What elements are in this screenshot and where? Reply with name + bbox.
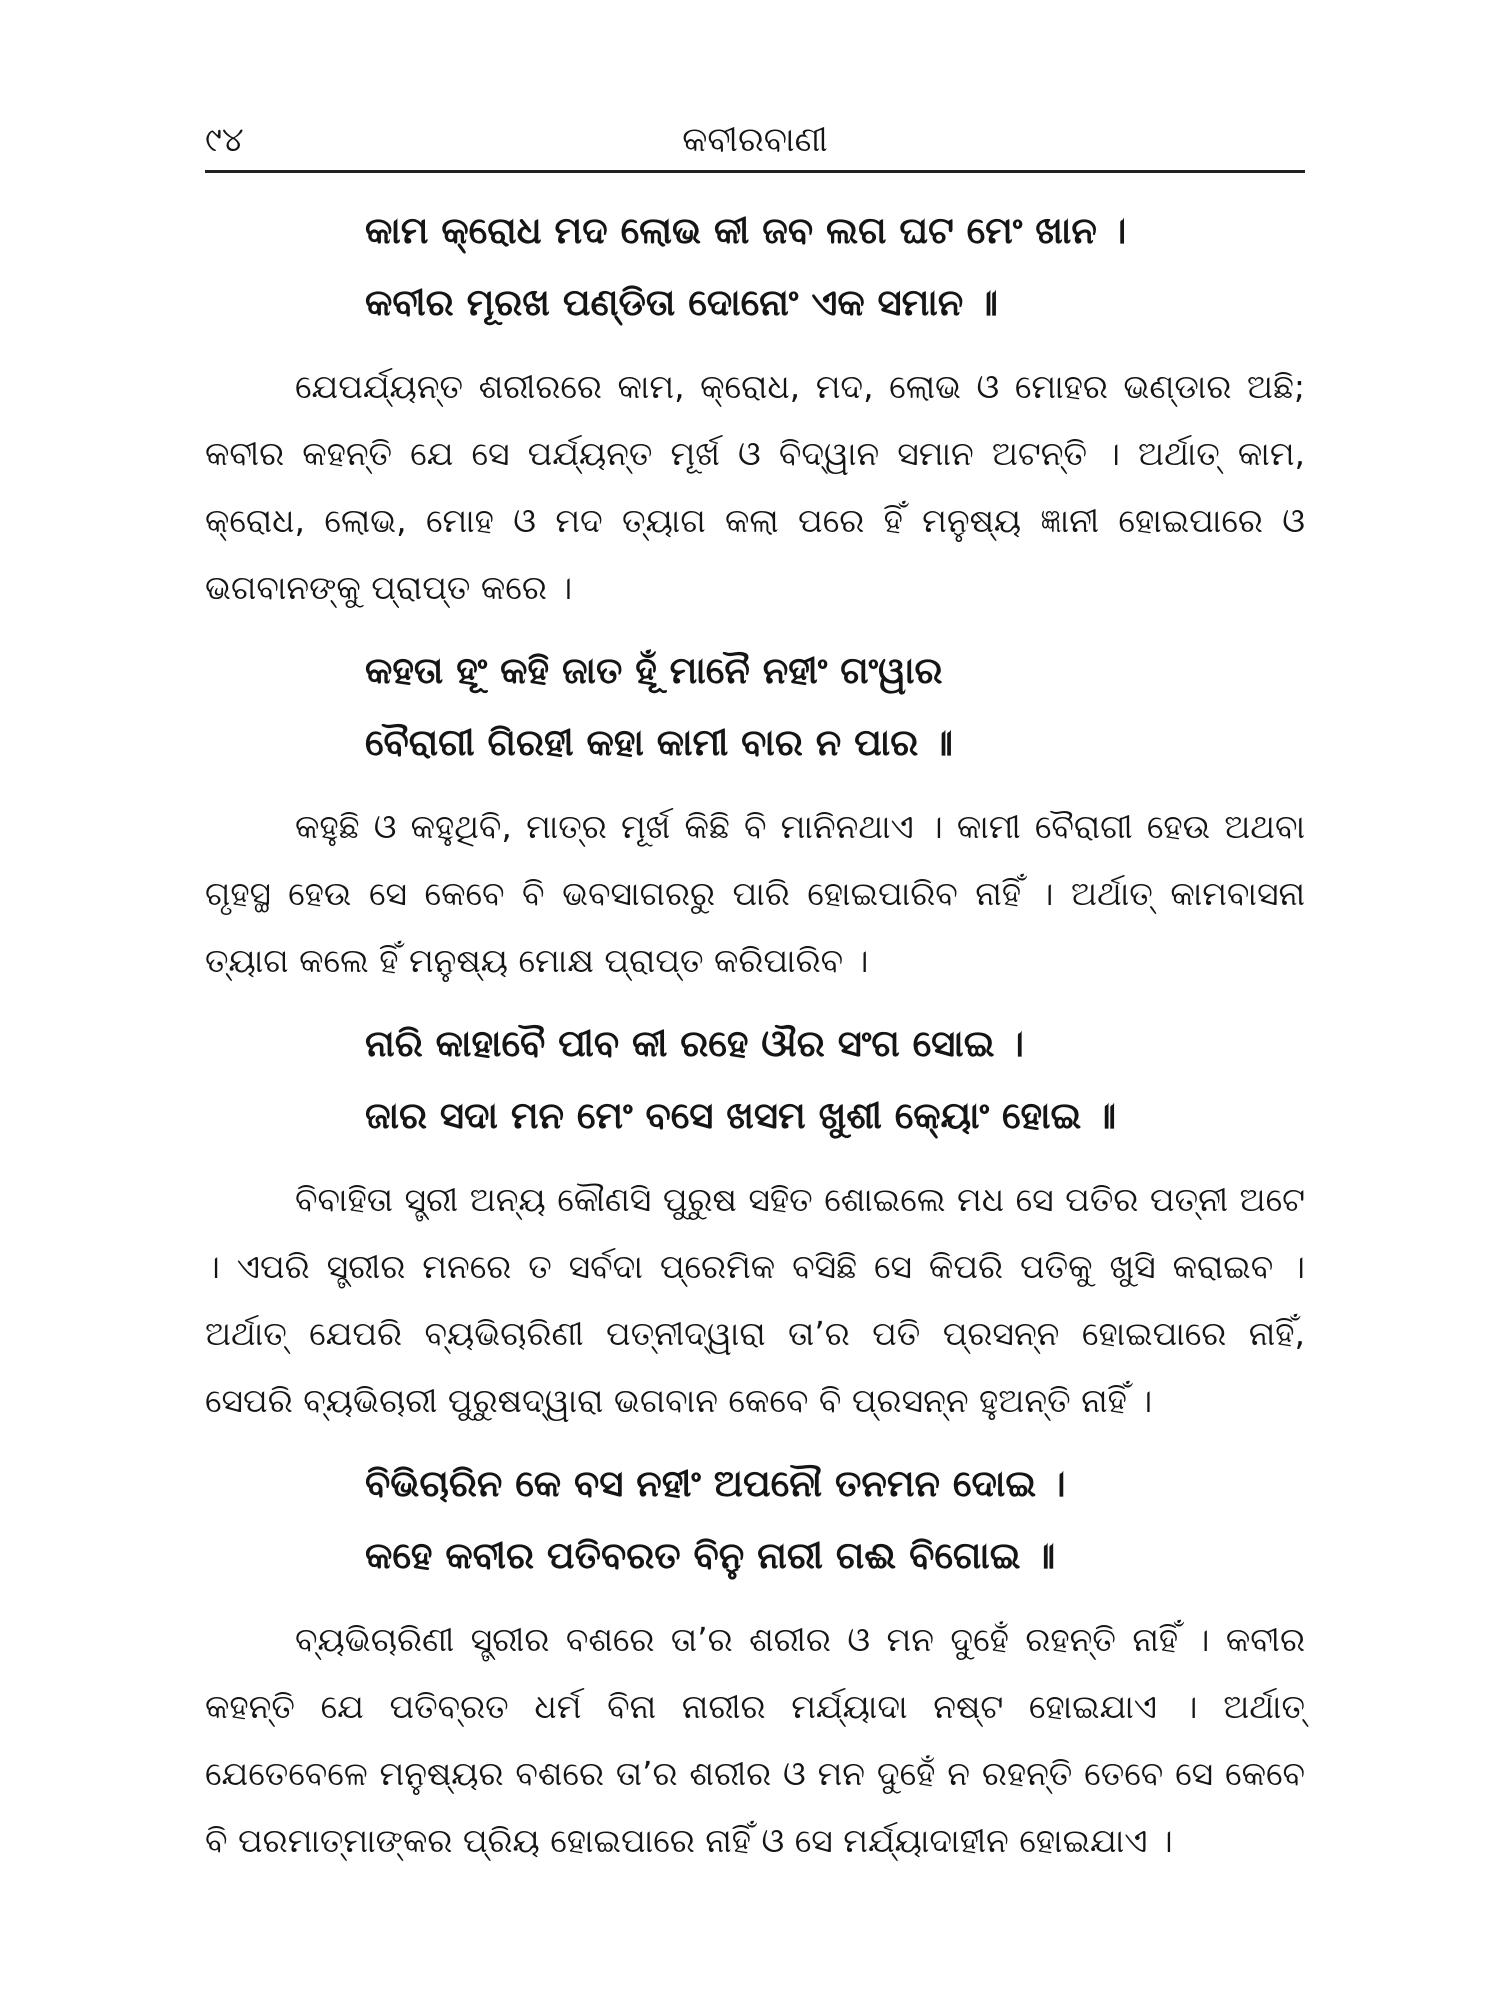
verse-couplet xyxy=(205,195,1305,339)
verse-line: ବୈରାଗୀ ଗିରହୀ କହା କାମୀ ବାର ନ ପାର ॥ xyxy=(365,721,954,764)
verse-line: ନାରି କାହାବୈ ପୀବ କୀ ରହେ ଔର ସଂଗ ସୋଇ । xyxy=(365,1022,1025,1065)
page-header xyxy=(205,110,1305,173)
explanation-paragraph: କହୁଛି ଓ କହୁଥିବି, ମାତ୍ର ମୂର୍ଖ କିଛି ବି ମାନିନଥାଏ । କାମୀ ବୈରାଗୀ ହେଉ ଅଥବା ଗୃହସ୍ଥ ହେଉ ସେ କେବେ ବି ଭବସାଗରରୁ ପାରି ହୋଇପାରିବ ନାହିଁ । ଅର୍ଥାତ୍ କାମବାସନା ତ୍ୟାଗ କଲେ ହିଁ ମନୁଷ୍ୟ ମୋକ୍ଷ ପ୍ରାପ୍ତ କରିପାରିବ । xyxy=(205,807,1305,980)
verse-line: କବୀର ମୂରଖ ପଣ୍ଡିତା ଦୋନୋଂ ଏକ ସମାନ ॥ xyxy=(365,281,999,324)
explanation-paragraph: ଯେପର୍ଯ୍ୟନ୍ତ ଶରୀରରେ କାମ, କ୍ରୋଧ, ମଦ, ଲୋଭ ଓ ମୋହର ଭଣ୍ଡାର ଅଛି; କବୀର କହନ୍ତି ଯେ ସେ ପର୍ଯ୍ୟନ୍ତ ମୂର୍ଖ ଓ ବିଦ୍ୱାନ ସମାନ ଅଟନ୍ତି । ଅର୍ଥାତ୍ କାମ, କ୍ରୋଧ, ଲୋଭ, ମୋହ ଓ ମଦ ତ୍ୟାଗ କଲା ପରେ ହିଁ ମନୁଷ୍ୟ ଜ୍ଞାନୀ ହୋଇପାରେ ଓ ଭଗବାନଙ୍କୁ ପ୍ରାପ୍ତ କରେ । xyxy=(205,367,1305,607)
page-number: ୯୪ xyxy=(205,120,244,160)
verse-line: କାମ କ୍ରୋଧ ମଦ ଲୋଭ କୀ ଜବ ଲଗ ଘଟ ମେଂ ଖାନ । xyxy=(365,209,1127,252)
running-title: କବୀରବାଣୀ xyxy=(682,120,828,160)
book-page xyxy=(205,110,1305,1888)
verse-couplet xyxy=(205,635,1305,779)
verse-couplet xyxy=(205,1448,1305,1592)
explanation-paragraph: ବିବାହିତା ସ୍ତ୍ରୀ ଅନ୍ୟ କୌଣସି ପୁରୁଷ ସହିତ ଶୋଇଲେ ମଧ ସେ ପତିର ପତ୍ନୀ ଅଟେ । ଏପରି ସ୍ତ୍ରୀର ମନରେ ତ ସର୍ବଦା ପ୍ରେମିକ ବସିଛି ସେ କିପରି ପତିକୁ ଖୁସି କରାଇବ । ଅର୍ଥାତ୍ ଯେପରି ବ୍ୟଭିଚାରିଣୀ ପତ୍ନୀଦ୍ୱାରା ତା’ର ପତି ପ୍ରସନ୍ନ ହୋଇପାରେ ନାହିଁ, ସେପରି ବ୍ୟଭିଚାରୀ ପୁରୁଷଦ୍ୱାରା ଭଗବାନ କେବେ ବି ପ୍ରସନ୍ନ ହୁଅନ୍ତି ନାହିଁ । xyxy=(205,1180,1305,1420)
explanation-paragraph: ବ୍ୟଭିଚାରିଣୀ ସ୍ତ୍ରୀର ବଶରେ ତା’ର ଶରୀର ଓ ମନ ଦୁହେଁ ରହନ୍ତି ନାହିଁ । କବୀର କହନ୍ତି ଯେ ପତିବ୍ରତ ଧର୍ମ ବିନା ନାରୀର ମର୍ଯ୍ୟାଦା ନଷ୍ଟ ହୋଇଯାଏ । ଅର୍ଥାତ୍ ଯେତେବେଳେ ମନୁଷ୍ୟର ବଶରେ ତା’ର ଶରୀର ଓ ମନ ଦୁହେଁ ନ ରହନ୍ତି ତେବେ ସେ କେବେ ବି ପରମାତ୍ମାଙ୍କର ପ୍ରିୟ ହୋଇପାରେ ନାହିଁ ଓ ସେ ମର୍ଯ୍ୟାଦାହୀନ ହୋଇଯାଏ । xyxy=(205,1620,1305,1860)
verse-line: କହତା ହୂଂ କହି ଜାତ ହୂଁ ମାନୈ ନହୀଂ ଗଂୱାର xyxy=(365,649,943,692)
verse-line: ବିଭିଚାରିନ କେ ବସ ନହୀଂ ଅପନୌ ତନମନ ଦୋଇ । xyxy=(365,1462,1066,1505)
verse-couplet xyxy=(205,1008,1305,1152)
verse-line: ଜାର ସଦା ମନ ମେଂ ବସେ ଖସମ ଖୁଶୀ କ୍ୟୋଂ ହୋଇ ॥ xyxy=(365,1094,1117,1137)
verse-line: କହେ କବୀର ପତିବରତ ବିନୁ ନାରୀ ଗଈ ବିଗୋଇ ॥ xyxy=(365,1534,1056,1577)
